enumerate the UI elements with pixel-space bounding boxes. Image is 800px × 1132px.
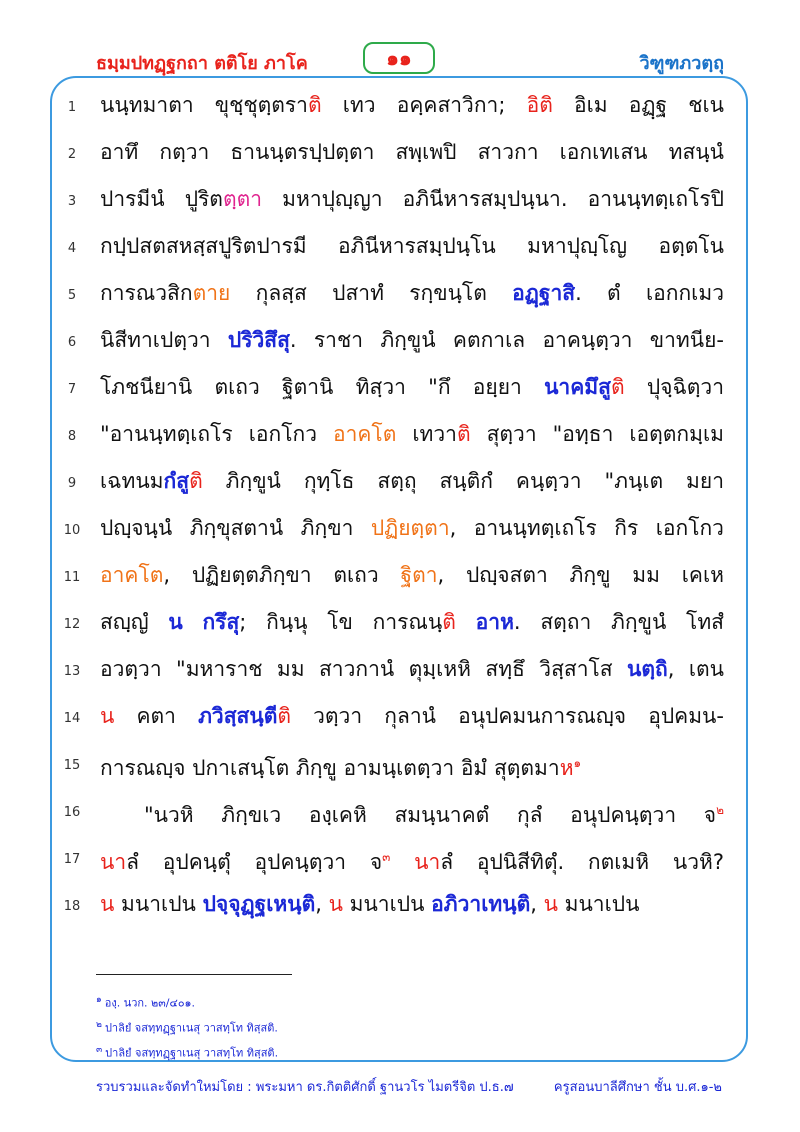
text-segment: อิเม อฏฺฐ ชเน — [552, 93, 724, 117]
text-segment: ฐิตา — [400, 563, 438, 587]
text-segment: เทวา — [396, 422, 457, 446]
line-text — [100, 701, 724, 731]
text-segment: "อานนฺทตฺเถโร เอกโกว — [100, 422, 333, 446]
text-segment: ติ — [610, 375, 625, 399]
line-number: 4 — [67, 241, 77, 256]
footnote-mark: ๑ — [96, 995, 102, 1005]
text-segment: ภิกฺขูนํ กุทฺโธ สตฺถุ สนฺติกํ คนฺตฺวา "ภนฺเต มยา — [202, 469, 724, 493]
text-segment: ห — [559, 756, 574, 780]
line-number: 14 — [63, 711, 81, 726]
text-segment: ตฺตา — [222, 187, 263, 211]
text-segment: อาทึ กตฺวา ธานนฺตรปฺปตฺตา สพฺเพปิ สาวกา เอกเทเสน ทสนฺนํ — [100, 140, 724, 164]
text-line — [50, 836, 748, 883]
text-line — [50, 554, 748, 601]
text-segment: กรึสุ — [202, 610, 240, 634]
footnote — [96, 1040, 696, 1065]
footnote-mark: ๓ — [96, 1045, 103, 1055]
text-segment: นตฺถิ — [627, 657, 668, 681]
text-line — [50, 413, 748, 460]
footnote-text: ปาลิยํ จสทฺทฏฺฐาเนสุ วาสทฺโท ทิสฺสติ. — [104, 1021, 278, 1035]
line-number: 7 — [67, 382, 77, 397]
text-segment: อฏฺฐาสิ — [512, 281, 576, 305]
footnote-marker: ๑ — [573, 756, 582, 770]
text-segment: กํสู — [163, 469, 190, 493]
text-segment: ภวิสฺสนฺตี — [198, 704, 278, 728]
line-number: 9 — [67, 476, 77, 491]
text-line — [50, 789, 748, 836]
text-line — [50, 695, 748, 742]
text-segment: ลํ อุปคนฺตุํ อุปคนฺตฺวา จ — [126, 850, 383, 874]
line-number: 12 — [63, 617, 81, 632]
text-segment: อาคโต — [100, 563, 164, 587]
text-segment: มหาปุญฺญา อภินีหารสมฺปนฺนา. อานนฺทตฺเถโรปิ — [262, 187, 724, 211]
text-segment: น — [328, 892, 343, 916]
line-number: 18 — [63, 899, 81, 914]
line-number: 1 — [67, 100, 77, 115]
text-segment: นา — [414, 850, 441, 874]
text-segment: ติ — [189, 469, 203, 493]
text-segment: เฉทนม — [100, 469, 164, 493]
text-segment: ปริวิสึสุ — [227, 328, 290, 352]
text-segment: , อานนฺทตฺเถโร กิร เอกโกว — [449, 516, 724, 540]
text-segment: ติ — [277, 704, 291, 728]
footnote — [96, 1015, 696, 1040]
text-segment: . ตํ เอกกเมว — [575, 281, 724, 305]
footnote-text: องฺ. นวก. ๒๓/๔๐๑. — [104, 996, 196, 1010]
text-line — [50, 319, 748, 366]
line-number: 3 — [67, 194, 77, 209]
line-text — [100, 889, 724, 919]
text-line — [50, 460, 748, 507]
body-text — [50, 84, 748, 930]
book-title: ธมฺมปทฏฺฐกถา ตติโย ภาโค — [96, 53, 308, 74]
line-number: 10 — [63, 523, 81, 538]
text-segment: ติ — [456, 422, 471, 446]
text-line — [50, 883, 748, 930]
line-number: 11 — [63, 570, 81, 585]
line-number: 2 — [67, 147, 77, 162]
text-line — [50, 84, 748, 131]
chapter-title: วิฑูฑภวตฺถุ — [639, 53, 724, 74]
text-segment: "นวหิ ภิกฺขเว องฺเคหิ สมนฺนาคตํ กุลํ อนุปคนฺตฺวา จ — [144, 803, 717, 827]
page-number-box: ๑๑ — [363, 42, 435, 74]
footnote-divider — [96, 974, 292, 975]
line-text — [100, 560, 724, 590]
text-segment: , ปญฺจสตา ภิกฺขู มม เคเห — [437, 563, 724, 587]
text-segment: ปจฺจุฏฺฐเหนฺติ — [202, 892, 316, 916]
text-segment: ปารมีนํ ปูริต — [100, 187, 223, 211]
text-segment: ตาย — [192, 281, 231, 305]
text-line — [50, 178, 748, 225]
text-line — [50, 742, 748, 789]
text-segment: นาคมึสู — [544, 375, 611, 399]
text-segment — [183, 610, 203, 634]
text-segment: ปุจฺฉิตฺวา — [624, 375, 724, 399]
text-segment: มนาเปน — [114, 892, 203, 916]
line-text — [100, 513, 724, 543]
line-text — [100, 137, 724, 167]
text-segment: อาห — [475, 610, 514, 634]
line-number: 17 — [63, 852, 81, 867]
text-line — [50, 366, 748, 413]
text-segment: การณวสิก — [100, 281, 193, 305]
text-line — [50, 601, 748, 648]
text-segment: สญฺญํ — [100, 610, 169, 634]
text-line — [50, 225, 748, 272]
line-number: 16 — [63, 805, 81, 820]
text-segment: น — [100, 704, 115, 728]
line-text — [100, 90, 724, 120]
footer-course: ครูสอนบาลีศึกษา ชั้น บ.ศ.๑-๒ — [553, 1080, 722, 1095]
line-text — [100, 325, 724, 355]
text-segment: . สตฺถา ภิกฺขูนํ โทสํ — [513, 610, 724, 634]
line-text — [100, 466, 724, 496]
line-text — [100, 184, 724, 214]
text-segment: มนาเปน — [557, 892, 640, 916]
line-text — [100, 278, 724, 308]
footnote-mark: ๒ — [96, 1020, 102, 1030]
footnote-text: ปาลิยํ จสทฺทฏฺฐาเนสุ วาสทฺโท ทิสฺสติ. — [105, 1046, 279, 1060]
line-text — [100, 795, 724, 830]
text-segment: นา — [100, 850, 127, 874]
text-segment: น — [543, 892, 558, 916]
text-line — [50, 648, 748, 695]
text-segment: อภิวาเทนฺติ — [431, 892, 531, 916]
footnote-marker: ๓ — [382, 850, 391, 864]
text-segment: โภชนียานิ ตเถว ฐิตานิ ทิสฺวา "กึ อยฺยา — [100, 375, 545, 399]
line-text — [100, 654, 724, 684]
text-segment: ลํ อุปนิสีทิตุํ. กตเมหิ นวหิ? — [440, 850, 724, 874]
text-segment: เทว อคฺคสาวิกา; — [321, 93, 527, 117]
text-segment: , ปฏิยตฺตภิกฺขา ตเถว — [163, 563, 401, 587]
text-segment: , เตน — [667, 657, 724, 681]
text-segment: อิติ — [526, 93, 553, 117]
line-number: 15 — [63, 758, 81, 773]
page-header — [0, 40, 800, 80]
line-text — [100, 748, 724, 783]
text-segment: ปฏิยตฺตา — [370, 516, 450, 540]
text-segment: สุตฺวา "อทฺธา เอตฺตกมฺเม — [470, 422, 724, 446]
text-segment: ติ — [307, 93, 322, 117]
text-segment: การณญฺจ ปกาเสนฺโต ภิกฺขู อามนฺเตตฺวา อิมํ สุตฺตมา — [100, 756, 560, 780]
text-segment: , — [315, 892, 329, 916]
footnotes — [96, 990, 696, 1065]
line-text — [100, 372, 724, 402]
line-number: 6 — [67, 335, 77, 350]
text-segment: นนฺทมาตา ขุชฺชุตฺตรา — [100, 93, 308, 117]
text-segment: น — [100, 892, 115, 916]
text-segment: . ราชา ภิกฺขูนํ คตกาเล อาคนฺตฺวา ขาทนีย- — [289, 328, 724, 352]
text-segment — [390, 850, 414, 874]
text-segment: มนาเปน — [342, 892, 432, 916]
line-number: 13 — [63, 664, 81, 679]
line-number: 8 — [67, 429, 77, 444]
text-line — [50, 272, 748, 319]
text-segment: กปฺปสตสหสฺสปูริตปารมี อภินีหารสมฺปนฺโน มหาปุญฺโญ อตฺตโน — [100, 234, 724, 258]
text-segment: , — [530, 892, 544, 916]
text-segment: วตฺวา กุลานํ อนุปคมนการณญฺจ อุปคมน- — [290, 704, 724, 728]
text-line — [50, 131, 748, 178]
line-text — [100, 607, 724, 637]
text-segment: น — [168, 610, 183, 634]
line-text — [100, 231, 724, 261]
line-number: 5 — [67, 288, 77, 303]
text-segment: อวตฺวา "มหาราช มม สาวกานํ ตุมฺเหหิ สทฺธึ วิสฺสาโส — [100, 657, 628, 681]
footer-author: รวบรวมและจัดทำใหม่โดย : พระมหา ดร.กิตติศักดิ์ ฐานวโร ไมตรีจิต ป.ธ.๗ — [96, 1080, 514, 1095]
text-segment: นิสีทาเปตฺวา — [100, 328, 228, 352]
line-text — [100, 419, 724, 449]
footnote — [96, 990, 696, 1015]
text-segment: อาคโต — [332, 422, 397, 446]
text-segment: ; กินฺนุ โข การณนฺ — [239, 610, 443, 634]
line-text — [100, 842, 724, 877]
text-segment: ปญฺจนฺนํ ภิกฺขุสตานํ ภิกฺขา — [100, 516, 371, 540]
footnote-marker: ๒ — [716, 803, 724, 817]
text-line — [50, 507, 748, 554]
text-segment: กุลสฺส ปสาทํ รกฺขนฺโต — [230, 281, 513, 305]
page-footer — [0, 1076, 800, 1100]
text-segment: ติ — [442, 610, 456, 634]
text-segment: คตา — [114, 704, 199, 728]
text-segment — [456, 610, 476, 634]
